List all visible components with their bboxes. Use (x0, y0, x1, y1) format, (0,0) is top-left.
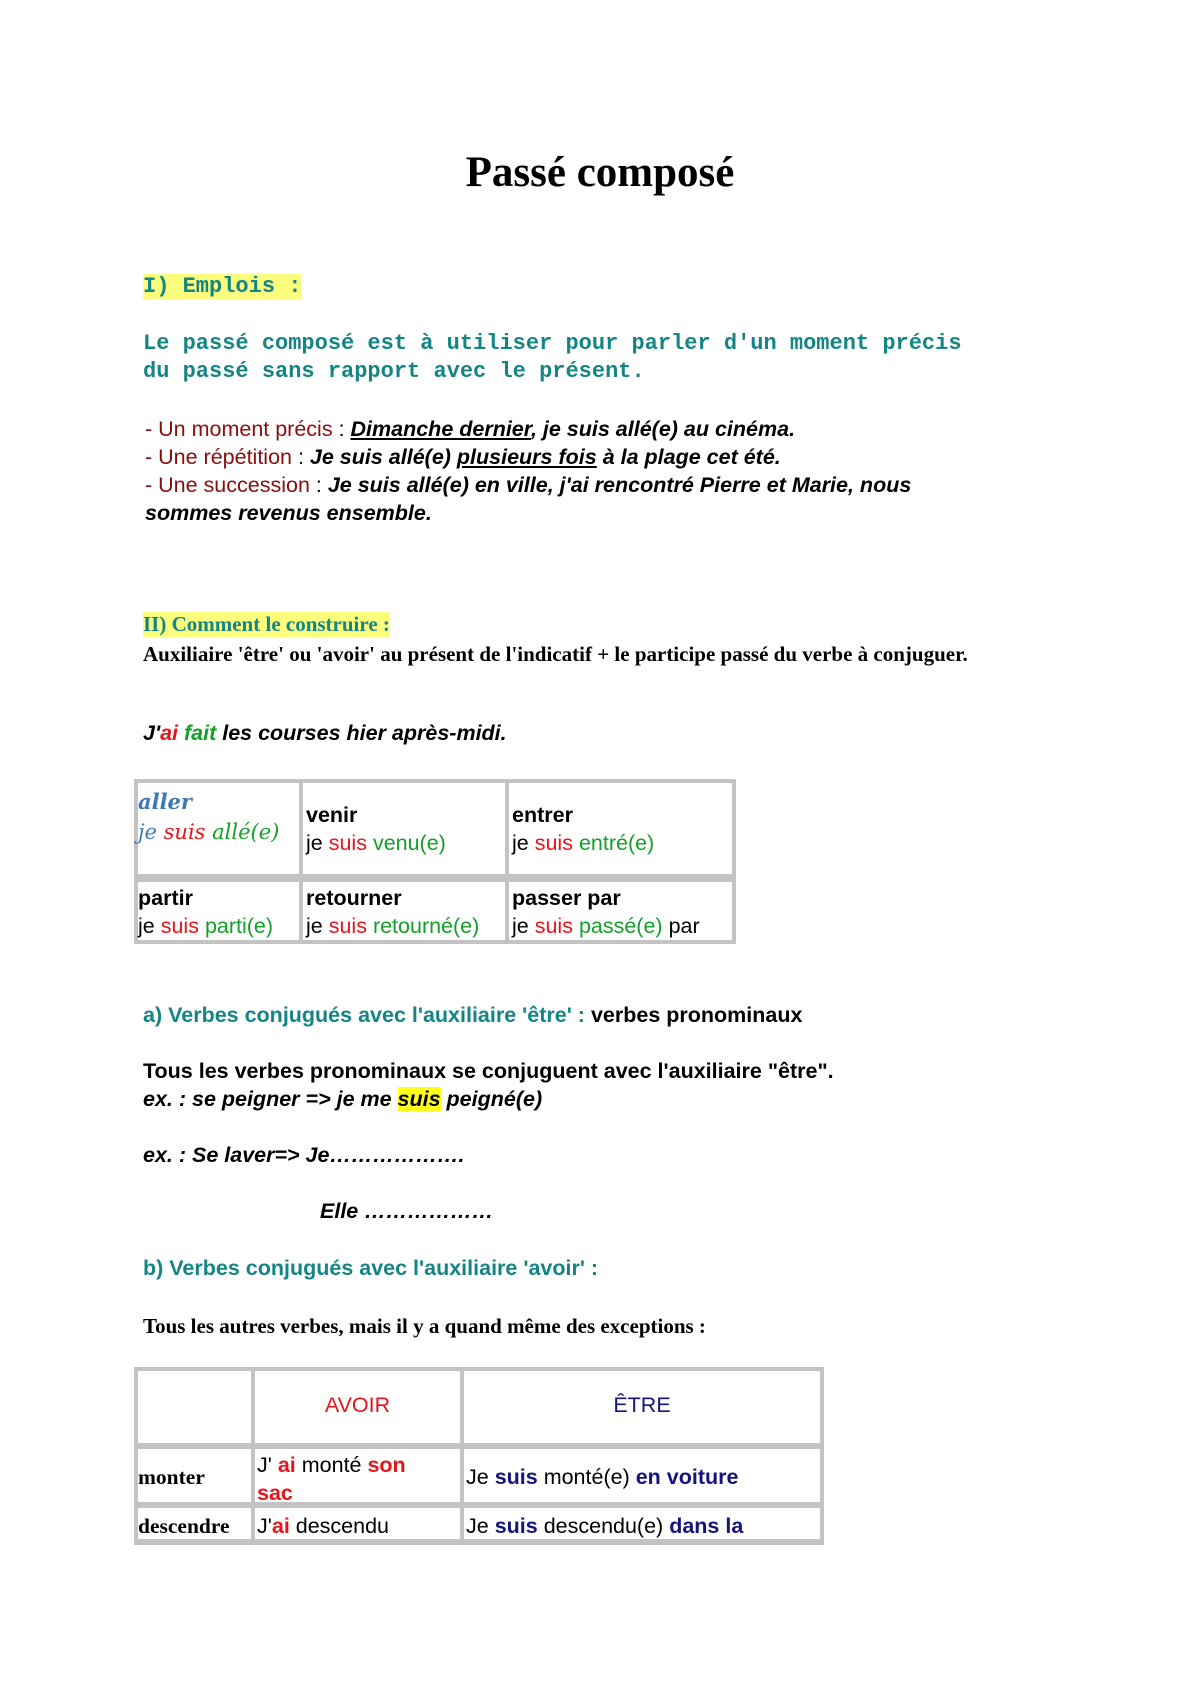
cell-avoir-monter (257, 1451, 406, 1507)
cell-text: monté (295, 1453, 368, 1477)
bullet-example-underlined: Dimanche dernier (350, 417, 531, 441)
page-title: Passé composé (465, 149, 735, 196)
verb-participle: retourné(e) (372, 914, 480, 938)
verb-participle: passé(e) (578, 914, 663, 938)
verb-pronoun: je (138, 914, 155, 938)
section-intro (143, 330, 962, 386)
bullet-label: - Une répétition (145, 445, 292, 469)
verb-cell-partir (138, 884, 273, 940)
bullet-label: - Un moment précis (145, 417, 333, 441)
verb-auxiliary: suis (534, 831, 573, 855)
cell-text: monté(e) (537, 1465, 636, 1489)
cell-auxiliary: suis (494, 1465, 538, 1489)
cell-complement: son (367, 1453, 406, 1477)
example-text: peigné(e) (440, 1087, 543, 1111)
construction-example (143, 721, 507, 746)
verb-cell-retourner (306, 884, 479, 940)
cell-complement: en voiture (635, 1465, 739, 1489)
example-text: ex. : se peigner => je me (143, 1087, 398, 1111)
verb-auxiliary: suis (160, 914, 199, 938)
verb-infinitive: partir (138, 886, 193, 910)
construction-rule: Auxiliaire 'être' ou 'avoir' au présent de l'indicatif + le participe passé du verbe à conjuguer. (143, 642, 968, 666)
section-heading-construire: II) Comment le construire : (143, 612, 390, 636)
pronominal-rule: Tous les verbes pronominaux se conjuguent avec l'auxiliaire "être". (143, 1059, 834, 1083)
cell-etre-descendre (466, 1512, 743, 1540)
example-j: J' (143, 721, 161, 745)
verb-infinitive: passer par (512, 886, 621, 910)
bullet-succession (145, 471, 911, 499)
header-etre: ÊTRE (613, 1393, 671, 1417)
cell-auxiliary: suis (494, 1514, 538, 1538)
cell-etre-monter (466, 1463, 738, 1491)
cell-avoir-descendre (257, 1512, 389, 1540)
cell-text: J' (257, 1514, 272, 1538)
cell-text: Je (466, 1514, 495, 1538)
pronominal-example (143, 1087, 542, 1112)
example-auxiliary: ai (160, 721, 179, 745)
verb-cell-entrer (512, 801, 654, 857)
bullet-label: - Une succession (145, 473, 310, 497)
grid-divider (505, 783, 509, 940)
cell-complement: dans la (669, 1514, 744, 1538)
cell-text: descendu(e) (537, 1514, 670, 1538)
bullet-example: Je suis allé(e) en ville, j'ai rencontré Pierre et Marie, nous (327, 473, 912, 497)
grid-divider (138, 874, 732, 882)
exercise-line-je: ex. : Se laver=> Je………………. (143, 1143, 465, 1167)
cell-auxiliary: ai (277, 1453, 296, 1477)
verb-auxiliary: suis (163, 820, 206, 844)
intro-line-2: du passé sans rapport avec le présent. (143, 359, 645, 384)
row-verb-monter: monter (138, 1465, 205, 1489)
verb-participle: parti(e) (204, 914, 274, 938)
verb-infinitive: retourner (306, 886, 402, 910)
intro-line-1: Le passé composé est à utiliser pour parler d'un moment précis (143, 331, 962, 356)
subheading-etre-title: a) Verbes conjugués avec l'auxiliaire 'être' : (143, 1003, 585, 1027)
bullet-sep: : (292, 445, 310, 469)
bullet-sep: : (332, 417, 351, 441)
grid-divider (299, 783, 303, 940)
verb-pronoun: je (138, 820, 157, 844)
verb-extra: par (662, 914, 700, 938)
bullet-example-underlined: plusieurs fois (456, 445, 597, 469)
cell-text: J' (257, 1453, 278, 1477)
verb-pronoun: je (306, 914, 323, 938)
subheading-etre-rest: verbes pronominaux (584, 1003, 803, 1027)
example-participle: fait (184, 721, 217, 745)
bullet-example: Je suis allé(e) (309, 445, 457, 469)
verb-participle: allé(e) (212, 820, 280, 844)
verb-participle: entré(e) (578, 831, 655, 855)
bullet-sep: : (309, 473, 328, 497)
section-heading-emplois: I) Emplois : (143, 274, 302, 299)
bullet-example: , je suis allé(e) au cinéma. (530, 417, 796, 441)
bullet-example: à la plage cet été. (596, 445, 781, 469)
bullet-moment (145, 415, 795, 443)
subheading-etre (143, 1003, 802, 1028)
verb-pronoun: je (512, 914, 529, 938)
cell-text: Je (466, 1465, 495, 1489)
verb-grid-table (134, 779, 736, 944)
verb-pronoun: je (306, 831, 323, 855)
verb-cell-passer-par (512, 884, 700, 940)
cell-auxiliary: ai (271, 1514, 290, 1538)
table-divider (138, 1502, 820, 1508)
verb-infinitive: venir (306, 803, 358, 827)
verb-participle: venu(e) (372, 831, 446, 855)
verb-pronoun: je (512, 831, 529, 855)
verb-auxiliary: suis (328, 914, 367, 938)
table-divider (138, 1443, 820, 1449)
verb-cell-aller (138, 787, 279, 847)
verb-cell-venir (306, 801, 446, 857)
verb-auxiliary: suis (534, 914, 573, 938)
bullet-example: sommes revenus ensemble. (145, 501, 432, 525)
cell-text: descendu (289, 1514, 390, 1538)
subheading-avoir: b) Verbes conjugués avec l'auxiliaire 'avoir' : (143, 1256, 599, 1280)
verb-infinitive: aller (138, 789, 192, 814)
example-rest: les courses hier après-midi. (216, 721, 507, 745)
exceptions-text: Tous les autres verbes, mais il y a quand même des exceptions : (143, 1314, 706, 1338)
auxiliary-table (134, 1367, 824, 1545)
example-highlight: suis (397, 1087, 441, 1111)
verb-infinitive: entrer (512, 803, 573, 827)
row-verb-descendre: descendre (138, 1514, 230, 1538)
bullet-repetition (145, 443, 781, 471)
header-avoir: AVOIR (324, 1393, 391, 1417)
cell-complement: sac (257, 1481, 293, 1505)
exercise-line-elle: Elle ……………… (320, 1199, 494, 1223)
bullet-succession-cont (145, 499, 432, 527)
verb-auxiliary: suis (328, 831, 367, 855)
